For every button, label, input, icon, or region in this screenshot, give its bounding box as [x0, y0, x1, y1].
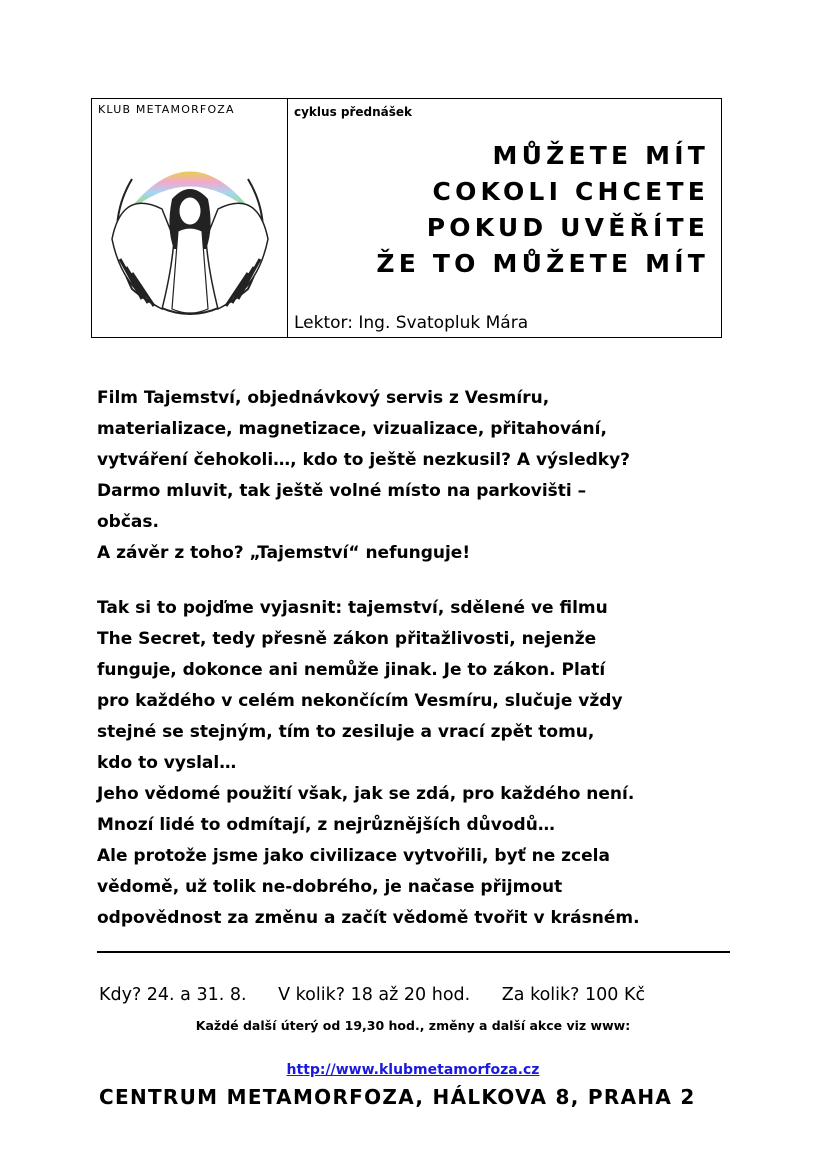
time-text: V kolik? 18 až 20 hod. — [278, 985, 471, 1005]
divider — [97, 951, 730, 953]
paragraph-line: kdo to vyslal… — [97, 753, 237, 773]
paragraph-line: funguje, dokonce ani nemůže jinak. Je to zákon. Platí — [97, 660, 606, 680]
address: CENTRUM METAMORFOZA, HÁLKOVA 8, PRAHA 2 — [99, 1085, 696, 1109]
paragraph-line: Ale protože jsme jako civilizace vytvořili, byť ne zcela — [97, 846, 610, 866]
paragraph-2 — [97, 593, 737, 934]
paragraph-line: stejné se stejným, tím to zesiluje a vrací zpět tomu, — [97, 722, 595, 742]
paragraph-line: vytváření čehokoli…, kdo to ještě nezkusil? A výsledky? — [97, 450, 631, 470]
paragraph-line: pro každého v celém nekončícím Vesmíru, slučuje vždy — [97, 691, 623, 711]
header-box — [91, 98, 722, 338]
title-line-1: MŮŽETE MÍT — [492, 141, 709, 170]
paragraph-line: občas. — [97, 512, 159, 532]
title-cell — [288, 99, 721, 337]
logo-cell — [92, 99, 288, 337]
paragraph-line: Tak si to pojďme vyjasnit: tajemství, sdělené ve filmu — [97, 598, 608, 618]
paragraph-line: Mnozí lidé to odmítají, z nejrůznějších důvodů… — [97, 815, 555, 835]
paragraph-line: A závěr z toho? „Tajemství“ nefunguje! — [97, 543, 471, 563]
paragraph-line: Jeho vědomé použití však, jak se zdá, pro každého není. — [97, 784, 635, 804]
lecturer: Lektor: Ing. Svatopluk Mára — [294, 313, 529, 333]
title-line-4: ŽE TO MŮŽETE MÍT — [376, 249, 709, 278]
paragraph-line: materializace, magnetizace, vizualizace, přitahování, — [97, 419, 607, 439]
title-line-3: POKUD UVĚŘÍTE — [426, 213, 709, 242]
website-link[interactable]: http://www.klubmetamorfoza.cz — [286, 1062, 540, 1078]
angel-logo-icon — [102, 139, 278, 329]
schedule-line — [99, 985, 645, 1005]
paragraph-line: odpovědnost za změnu a začít vědomě tvořit v krásném. — [97, 908, 640, 928]
paragraph-line: The Secret, tedy přesně zákon přitažlivosti, nejenže — [97, 629, 597, 649]
club-name: KLUB METAMORFOZA — [98, 103, 235, 116]
paragraph-line: vědomě, už tolik ne-dobrého, je načase přijmout — [97, 877, 563, 897]
series-label: cyklus přednášek — [294, 105, 413, 119]
title-line-2: COKOLI CHCETE — [432, 177, 709, 206]
paragraph-1 — [97, 383, 737, 569]
when-text: Kdy? 24. a 31. 8. — [99, 985, 247, 1005]
paragraph-line: Darmo mluvit, tak ještě volné místo na parkovišti – — [97, 481, 587, 501]
every-tuesday-note: Každé další úterý od 19,30 hod., změny a další akce viz www: — [195, 1018, 631, 1033]
price-text: Za kolik? 100 Kč — [501, 985, 646, 1005]
paragraph-line: Film Tajemství, objednávkový servis z Vesmíru, — [97, 388, 550, 408]
